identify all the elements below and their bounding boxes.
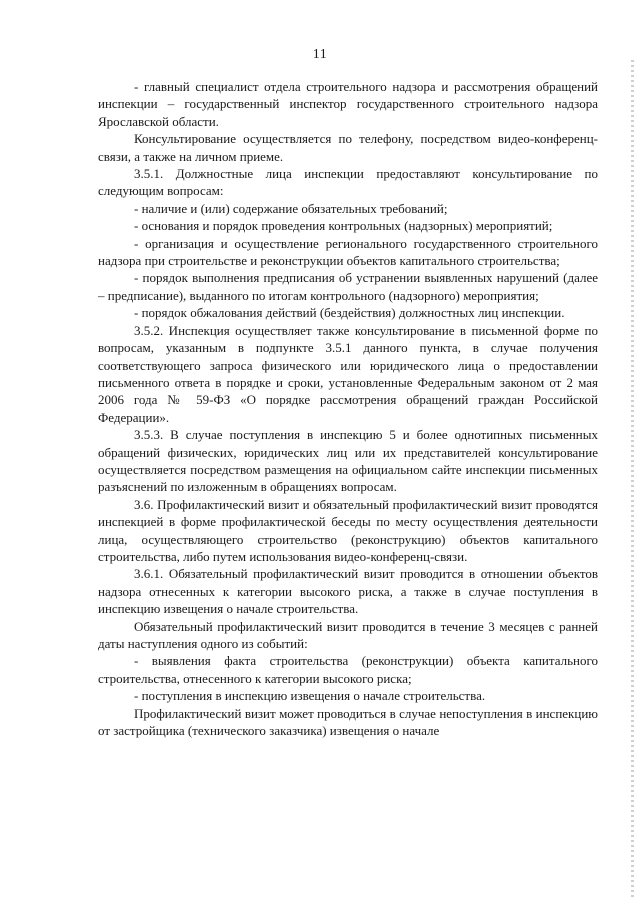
paragraph: 3.5.1. Должностные лица инспекции предоставляют консультирование по следующим вопросам:: [98, 166, 598, 199]
page-number: 11: [312, 47, 328, 62]
paragraph: - наличие и (или) содержание обязательных требований;: [134, 200, 448, 216]
paragraph: 3.5.3. В случае поступления в инспекцию 5 и более однотипных письменных обращений физических, юридических лиц или их представителей консультирование осуществляется посредством размещения на официальном сайте инспекции письменных разъяснений по изложенным в обращениях вопросам.: [98, 427, 598, 495]
paragraph: 3.6.1. Обязательный профилактический визит проводится в отношении объектов надзора отнесенных к категории высокого риска, а также в случае поступления в инспекцию извещения о начале строительства.: [98, 566, 598, 617]
paragraph: Консультирование осуществляется по телефону, посредством видео-конференц-связи, а также на личном приеме.: [98, 131, 598, 164]
paragraph: - поступления в инспекцию извещения о начале строительства.: [134, 688, 486, 704]
document-body: [98, 78, 598, 739]
paragraph: - организация и осуществление регионального государственного строительного надзора при строительстве и реконструкции объектов капитального строительства;: [98, 235, 598, 269]
paragraph: - основания и порядок проведения контрольных (надзорных) мероприятий;: [134, 218, 553, 234]
paragraph: - порядок выполнения предписания об устранении выявленных нарушений (далее – предписание), выданного по итогам контрольного (надзорного) мероприятия;: [98, 270, 598, 303]
scan-edge-decoration: [631, 60, 634, 900]
paragraph: Обязательный профилактический визит проводится в течение 3 месяцев с ранней даты наступления одного из событий:: [98, 618, 598, 651]
paragraph: - выявления факта строительства (реконструкции) объекта капитального строительства, отнесенного к категории высокого риска;: [98, 653, 598, 686]
paragraph: - главный специалист отдела строительного надзора и рассмотрения обращений инспекции – государственный инспектор государственного строительного надзора Ярославской области.: [98, 79, 598, 129]
paragraph: Профилактический визит может проводиться в случае непоступления в инспекцию от застройщика (технического заказчика) извещения о начале: [98, 705, 598, 739]
paragraph: 3.6. Профилактический визит и обязательный профилактический визит проводятся инспекцией в форме профилактической беседы по месту осуществления деятельности лица, осуществляющего строительство (реконструкцию) объектов капитального строительства, либо путем использования видео-конференц-связи.: [98, 496, 598, 564]
paragraph: 3.5.2. Инспекция осуществляет также консультирование в письменной форме по вопросам, указанным в подпункте 3.5.1 данного пункта, в случае получения соответствующего запроса физического или юридического лица о предоставлении письменного ответа в порядке и сроки, установленные Федеральным законом от 2 мая 2006 года № 59-ФЗ «О порядке рассмотрения обращений граждан Российской Федерации».: [98, 322, 598, 425]
paragraph: - порядок обжалования действий (бездействия) должностных лиц инспекции.: [134, 305, 565, 321]
